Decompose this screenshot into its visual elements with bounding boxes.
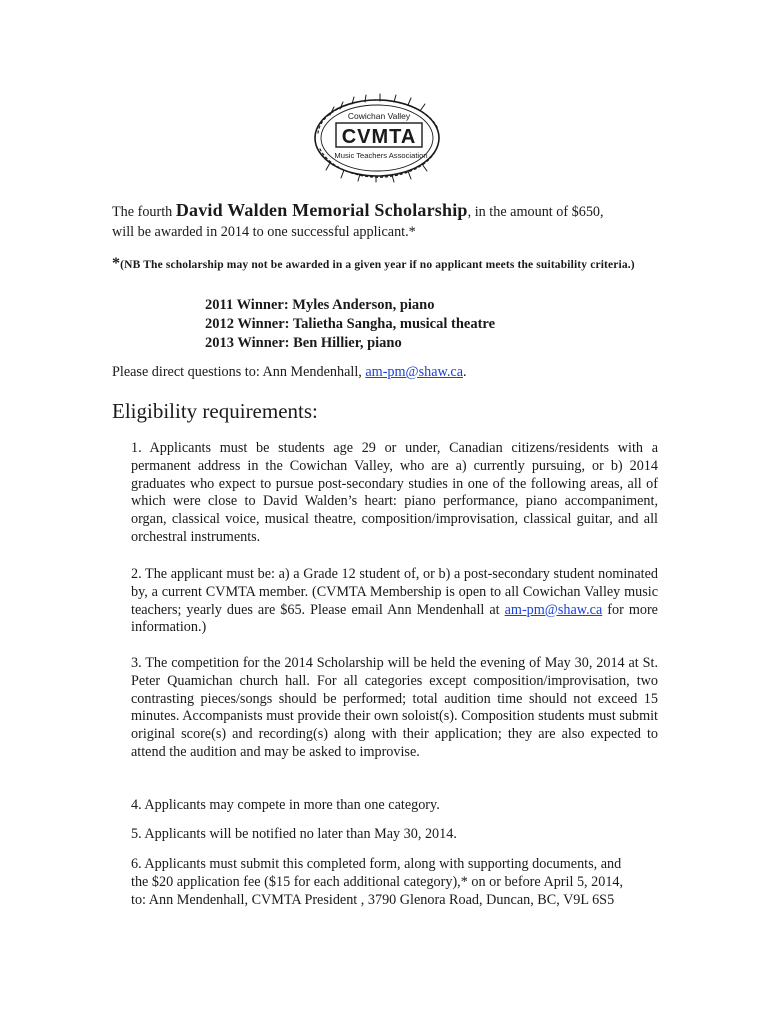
requirement-6-line-2: the $20 application fee ($15 for each additional category),* on or before April 5, 2014, <box>131 873 624 890</box>
contact-line <box>112 363 467 382</box>
requirement-2-email-link[interactable]: am-pm@shaw.ca <box>504 601 603 618</box>
requirement-4: 4. Applicants may compete in more than one category. <box>131 797 440 813</box>
requirement-2-end: for more information.) <box>131 601 658 636</box>
requirement-1: 1. Applicants must be students age 29 or under, Canadian citizens/residents with a permanent address in the Cowichan Valley, who are a) currently pursuing, or b) 2014 graduates who expect to pursue post-secondary studies in one of the following areas, all of which were close to David Walden’s heart: piano performance, piano accompaniment, organ, classical voice, musical theatre, composition/improvisation, classical guitar, and all orchestral instruments. <box>131 440 658 545</box>
logo-line1: Cowichan Valley <box>347 111 411 121</box>
intro-line-1 <box>112 200 660 222</box>
eligibility-heading: Eligibility requirements: <box>112 399 318 423</box>
intro-paragraph <box>112 200 660 242</box>
winner-2013: 2013 Winner: Ben Hillier, piano <box>205 335 402 351</box>
logo-line3: Music Teachers Association <box>334 151 428 160</box>
requirement-2 <box>131 566 658 637</box>
requirement-3: 3. The competition for the 2014 Scholarship will be held the evening of May 30, 2014 at St. Peter Quamichan church hall. For all categories except composition/improvisation, two contrasting pieces/songs should be performed; total audition time should not exceed 15 minutes. Accompanists must provide their own soloist(s). Composition students must submit original score(s) and recording(s) along with their application; they are also expected to attend the audition and may be asked to improvise. <box>131 655 658 760</box>
note-asterisk: * <box>112 255 121 272</box>
requirement-5: 5. Applicants will be notified no later than May 30, 2014. <box>131 826 457 842</box>
intro-line-2: will be awarded in 2014 to one successful applicant.* <box>112 224 416 240</box>
requirement-6-line-3: to: Ann Mendenhall, CVMTA President , 3790 Glenora Road, Duncan, BC, V9L 6S5 <box>131 891 615 908</box>
winner-2012: 2012 Winner: Talietha Sangha, musical theatre <box>205 316 496 332</box>
requirement-6-line-1: 6. Applicants must submit this completed form, along with supporting documents, and <box>131 856 622 872</box>
scholarship-note <box>112 256 660 273</box>
note-text: (NB The scholarship may not be awarded in a given year if no applicant meets the suitability criteria.) <box>120 259 635 271</box>
past-winners-list <box>205 296 495 353</box>
cvmta-logo <box>310 93 445 183</box>
intro-post: , in the amount of $650, <box>467 204 604 220</box>
contact-email-link[interactable]: am-pm@shaw.ca <box>365 364 463 380</box>
logo-line2: CVMTA <box>341 126 417 148</box>
requirement-6 <box>131 856 658 909</box>
contact-text: Please direct questions to: Ann Mendenhall, <box>112 364 366 380</box>
requirement-2-text: 2. The applicant must be: a) a Grade 12 student of, or b) a post-secondary student nominated by, a current CVMTA member. (CVMTA Membership is open to all Cowichan Valley music teachers; yearly dues are $65. Please email Ann Mendenhall at <box>131 566 658 618</box>
scholarship-title: David Walden Memorial Scholarship <box>175 200 468 220</box>
winner-2011: 2011 Winner: Myles Anderson, piano <box>205 297 435 313</box>
contact-end: . <box>463 364 467 380</box>
intro-pre: The fourth <box>112 204 176 220</box>
